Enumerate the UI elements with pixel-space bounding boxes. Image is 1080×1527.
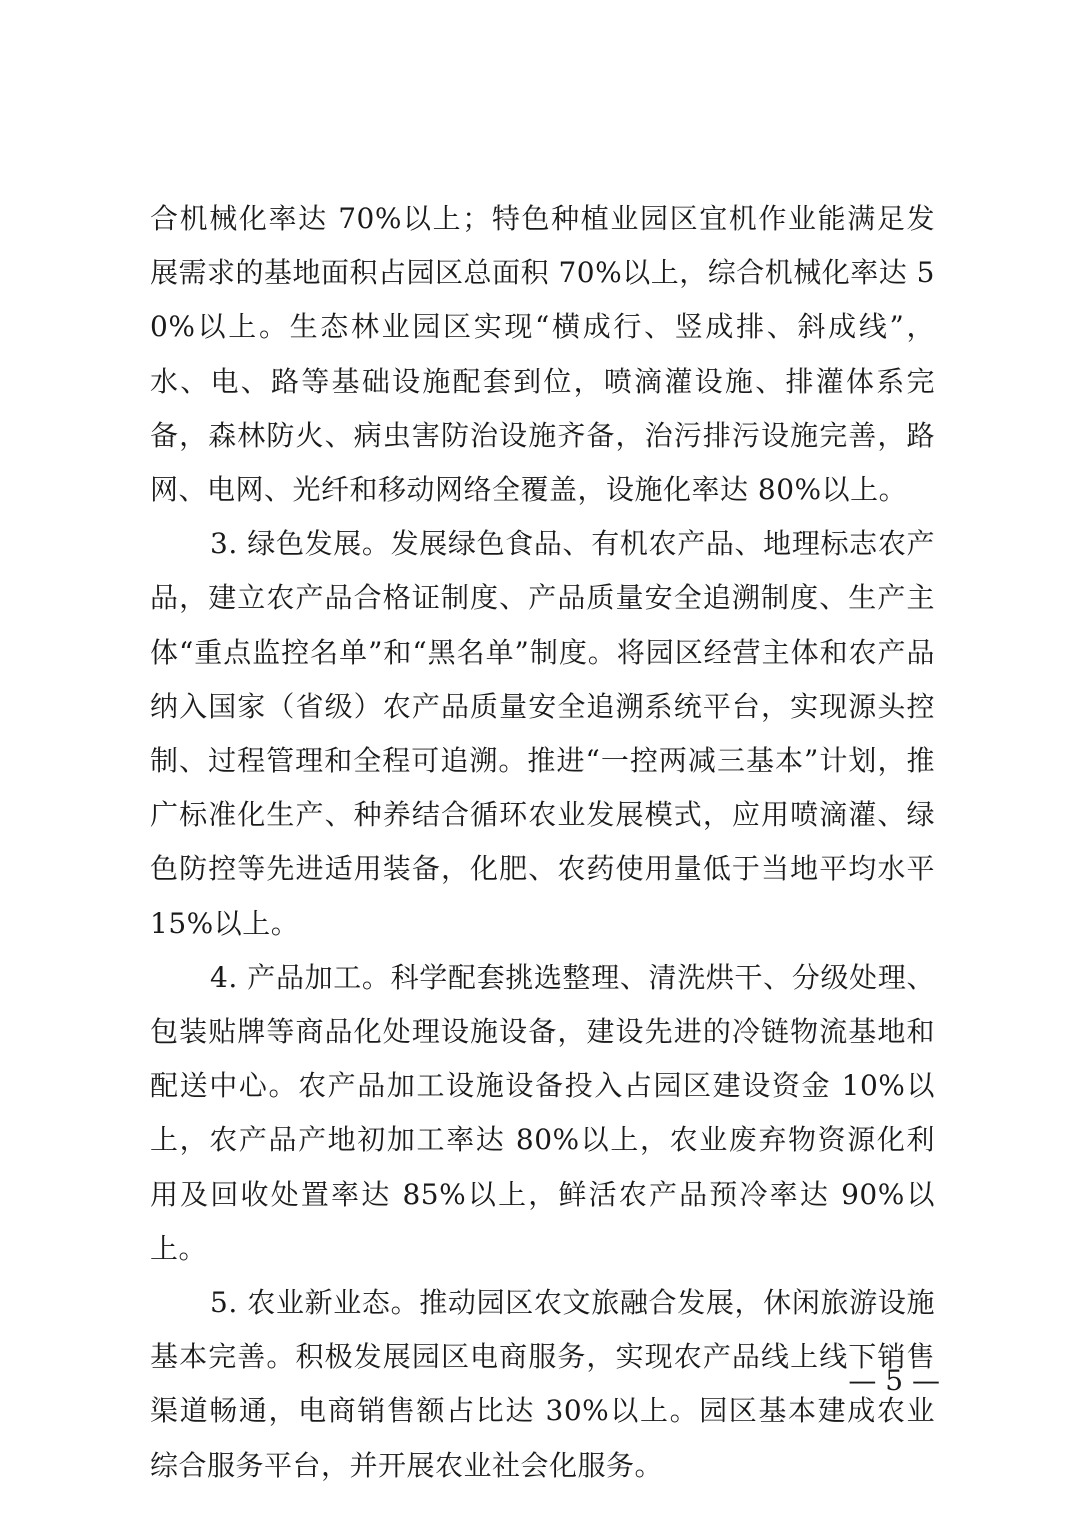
page-number: — 5 — xyxy=(848,1364,940,1397)
paragraph-infrastructure-continued: 合机械化率达 70%以上；特色种植业园区宜机作业能满足发展需求的基地面积占园区总面积 70%以上，综合机械化率达 50%以上。生态林业园区实现“横成行、竖成排、斜成线”，水、电、路等基础设施配套到位，喷滴灌设施、排灌体系完备，森林防火、病虫害防治设施齐备，治污排污设施完善，路网、电网、光纤和移动网络全覆盖，设施化率达 80%以上。 xyxy=(150,202,935,507)
paragraph-product-processing: 4. 产品加工。科学配套挑选整理、清洗烘干、分级处理、包装贴牌等商品化处理设施设备，建设先进的冷链物流基地和配送中心。农产品加工设施设备投入占园区建设资金 10%以上，农产品产地初加工率达 80%以上，农业废弃物资源化利用及回收处置率达 85%以上，鲜活农产品预冷率达 90%以上。 xyxy=(150,960,935,1265)
paragraph-new-business-forms: 5. 农业新业态。推动园区农文旅融合发展，休闲旅游设施基本完善。积极发展园区电商服务，实现农产品线上线下销售渠道畅通，电商销售额占比达 30%以上。园区基本建成农业综合服务平台，并开展农业社会化服务。 xyxy=(150,1286,935,1482)
body-text xyxy=(150,192,935,1493)
paragraph-green-development: 3. 绿色发展。发展绿色食品、有机农产品、地理标志农产品，建立农产品合格证制度、产品质量安全追溯制度、生产主体“重点监控名单”和“黑名单”制度。将园区经营主体和农产品纳入国家（省级）农产品质量安全追溯系统平台，实现源头控制、过程管理和全程可追溯。推进“一控两减三基本”计划，推广标准化生产、种养结合循环农业发展模式，应用喷滴灌、绿色防控等先进适用装备，化肥、农药使用量低于当地平均水平 15%以上。 xyxy=(150,527,935,940)
